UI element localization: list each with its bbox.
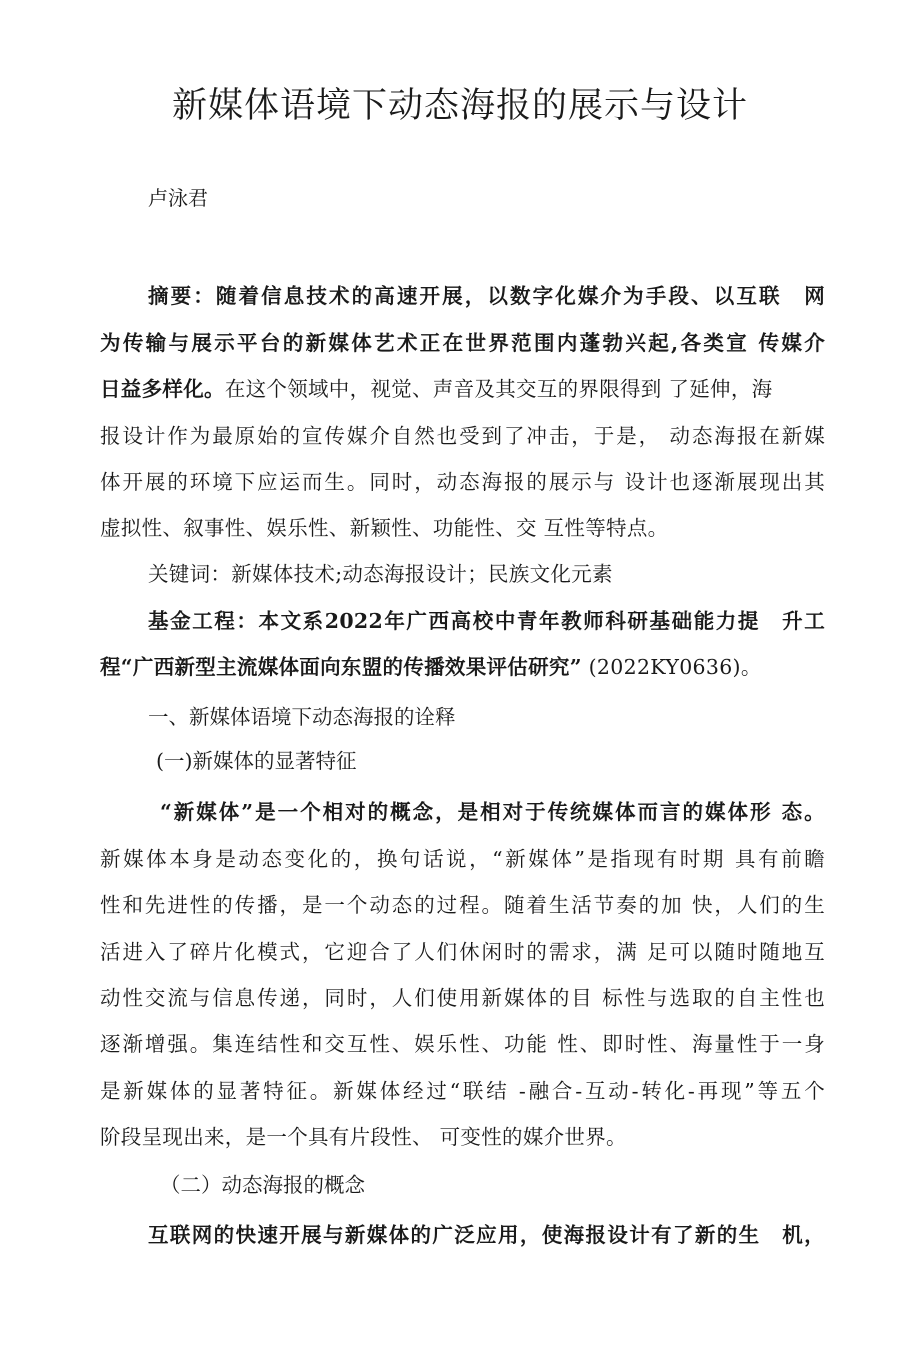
paragraph-1-line-4: 活进入了碎片化模式，它迎合了人们休闲时的需求，满 足可以随时随地互	[100, 940, 825, 964]
abstract-line-5: 体开展的环境下应运而生。同时，动态海报的展示与 设计也逐渐展现出其	[100, 470, 825, 494]
abstract-line-3	[100, 372, 772, 402]
abstract-line-6: 虚拟性、叙事性、娱乐性、新颖性、功能性、交 互性等特点。	[100, 516, 669, 540]
abstract-line-4: 报设计作为最原始的宣传媒介自然也受到了冲击，于是， 动态海报在新媒	[100, 424, 825, 448]
paragraph-1-line-3: 性和先进性的传播，是一个动态的过程。随着生活节奏的加 快，人们的生	[100, 893, 825, 917]
paragraph-1-line-6: 逐渐增强。集连结性和交互性、娱乐性、功能 性、即时性、海量性于一身	[100, 1032, 825, 1056]
abstract-line-3-bold: 日益多样化。	[100, 377, 225, 401]
section-heading-1: 一、新媒体语境下动态海报的诠释	[148, 705, 456, 729]
subsection-heading-2: （二）动态海报的概念	[160, 1173, 365, 1197]
fund-line-2	[100, 650, 762, 680]
author-name: 卢泳君	[148, 186, 208, 210]
paragraph-2-line-1: 互联网的快速开展与新媒体的广泛应用，使海报设计有了新的生 机，	[148, 1223, 825, 1247]
abstract-line-1: 摘要：随着信息技术的高速开展，以数字化媒介为手段、以互联 网	[148, 284, 825, 308]
paragraph-1-line-5: 动性交流与信息传递，同时，人们使用新媒体的目 标性与选取的自主性也	[100, 986, 825, 1010]
paragraph-1-line-2: 新媒体本身是动态变化的，换句话说，“新媒体”是指现有时期 具有前瞻	[100, 847, 825, 871]
fund-project-name: 程“广西新型主流媒体面向东盟的传播效果评估研究”	[100, 655, 582, 679]
fund-line-1: 基金工程：本文系2022年广西高校中青年教师科研基础能力提 升工	[148, 609, 825, 633]
paragraph-1-line-7: 是新媒体的显著特征。新媒体经过“联结 -融合-互动-转化-再现”等五个	[100, 1079, 825, 1103]
abstract-line-3-normal: 在这个领域中，视觉、声音及其交互的界限得到 了延伸，海	[224, 377, 773, 401]
keywords: 关键词：新媒体技术;动态海报设计；民族文化元素	[148, 562, 613, 586]
subsection-heading-1: (一)新媒体的显著特征	[156, 749, 357, 773]
paragraph-1-line-1: “新媒体”是一个相对的概念，是相对于传统媒体而言的媒体形 态。	[160, 800, 825, 824]
abstract-line-2: 为传输与展示平台的新媒体艺术正在世界范围内蓬勃兴起,各类宣 传媒介	[100, 331, 825, 355]
fund-project-code: (2022KY0636)。	[588, 655, 762, 679]
paragraph-1-line-8: 阶段呈现出来，是一个具有片段性、 可变性的媒介世界。	[100, 1125, 627, 1149]
document-title: 新媒体语境下动态海报的展示与设计	[171, 86, 748, 126]
